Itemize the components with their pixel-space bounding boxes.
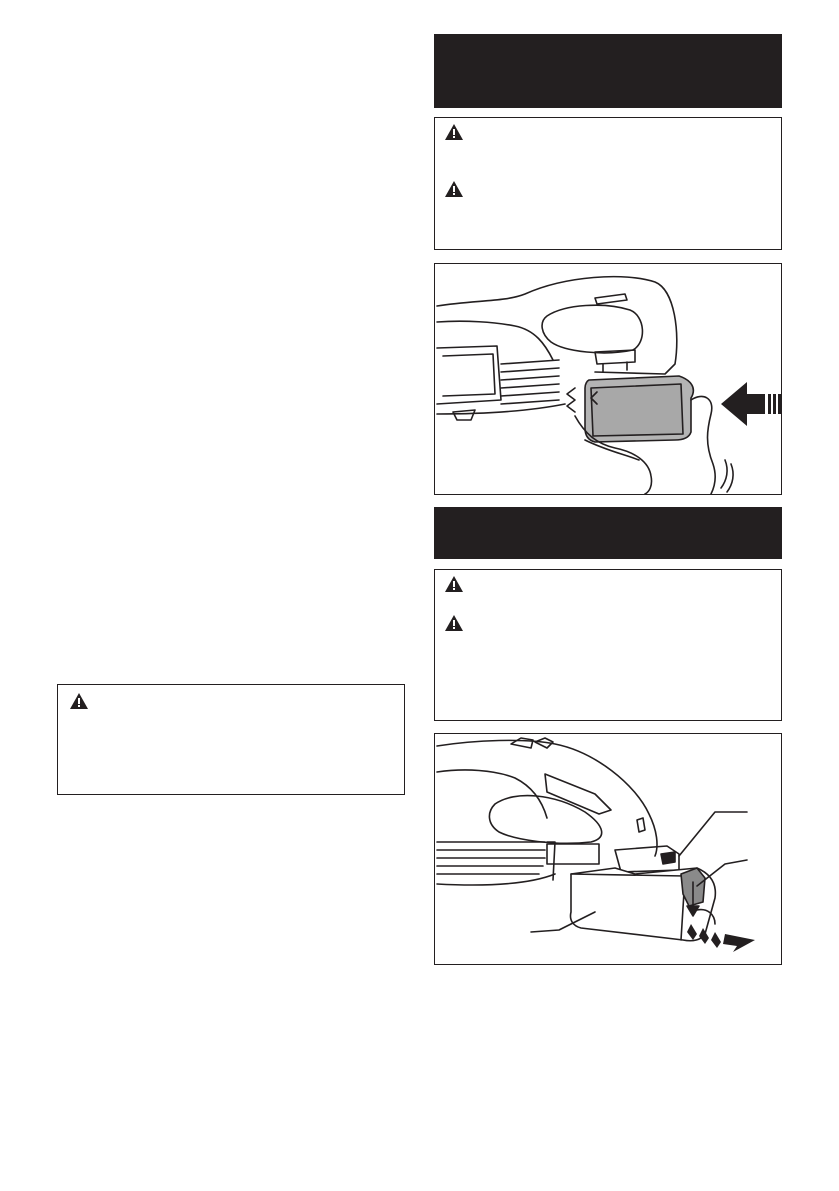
- remove-battery-figure: [434, 733, 782, 965]
- section-header-remove: [434, 507, 782, 559]
- remove-illustration: [435, 734, 781, 964]
- section-header-install: [434, 34, 782, 108]
- left-warning-box: [57, 684, 405, 795]
- warning-triangle-icon: [445, 576, 463, 592]
- warning-triangle-icon: [70, 693, 88, 709]
- warning-triangle-icon: [445, 181, 463, 197]
- warning-triangle-icon: [445, 124, 463, 140]
- warning-triangle-icon: [445, 615, 463, 631]
- install-battery-figure: [434, 263, 782, 495]
- install-illustration: [435, 264, 781, 494]
- remove-warning-box: [434, 569, 782, 721]
- install-warning-box: [434, 117, 782, 250]
